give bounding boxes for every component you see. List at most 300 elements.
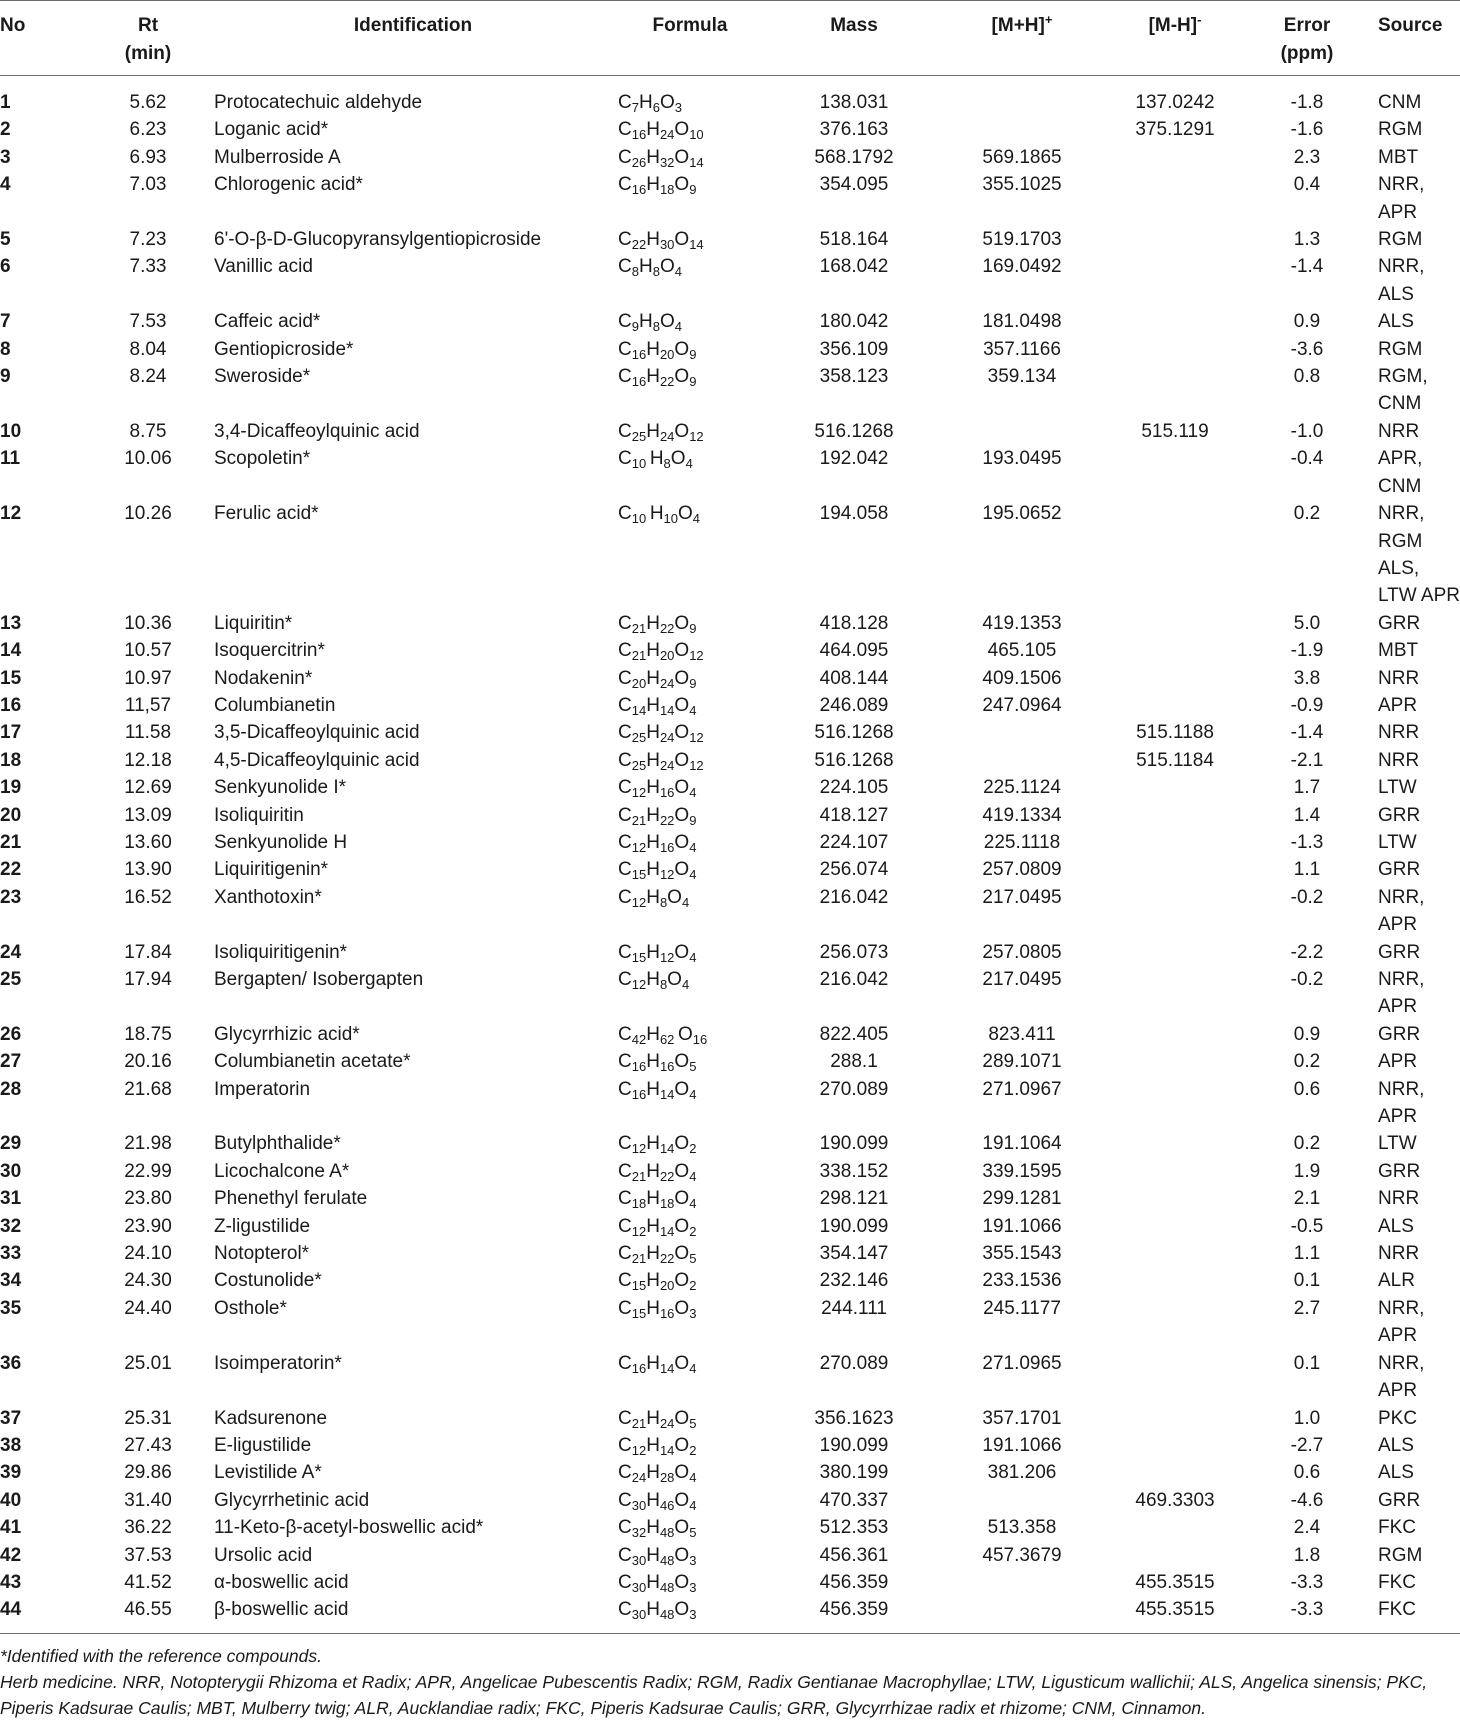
cell-formula (616, 363, 764, 418)
table-row (0, 1459, 1460, 1486)
cell-m-plus-h: 569.1865 (982, 146, 1062, 168)
cell-identification: Kadsurenone (214, 1407, 328, 1429)
cell-error: -4.6 (1290, 1489, 1324, 1511)
cell-rt: 10.36 (124, 612, 172, 634)
formula-count: 3 (689, 1607, 697, 1623)
cell-m-plus-h: 409.1506 (982, 667, 1062, 689)
table-row (0, 802, 1460, 829)
formula-element: O (674, 1215, 690, 1237)
formula-element: C (618, 1462, 632, 1484)
formula-count: 2 (689, 1442, 697, 1458)
formula-count: 4 (689, 1086, 697, 1102)
formula-count: 26 (631, 154, 647, 170)
cell-rt: 10.97 (124, 667, 172, 689)
cell-rt: 29.86 (124, 1462, 172, 1484)
header-mass (764, 1, 944, 76)
formula-element: H (646, 1133, 660, 1155)
formula-count: 20 (659, 648, 675, 664)
formula-count: 16 (659, 1305, 675, 1321)
formula-count: 24 (659, 1415, 675, 1431)
formula-element: O (674, 1517, 690, 1539)
table-row (0, 226, 1460, 253)
table-row (0, 1596, 1460, 1632)
formula-count: 8 (659, 894, 668, 910)
cell-no: 7 (0, 311, 11, 333)
formula-element: C (618, 311, 632, 333)
cell-rt: 8.75 (129, 420, 167, 442)
cell-source: LTW (1378, 831, 1417, 853)
cell-m-minus-h (1100, 308, 1250, 335)
formula-element: C (618, 777, 632, 799)
cell-formula (616, 939, 764, 966)
cell-no: 20 (0, 804, 22, 826)
cell-mass: 216.042 (819, 886, 889, 908)
table-row (0, 1240, 1460, 1267)
formula-count: 12 (631, 977, 647, 992)
cell-m-plus-h (944, 747, 1100, 774)
cell-formula (616, 116, 764, 143)
cell-source: GRR (1378, 804, 1421, 826)
formula-count: 22 (659, 1168, 675, 1184)
cell-identification: Sweroside* (214, 366, 311, 388)
cell-error: 1.1 (1293, 859, 1321, 881)
cell-identification: 3,5-Dicaffeoylquinic acid (214, 722, 420, 744)
header-formula (616, 1, 764, 76)
cell-source: PKC (1378, 1407, 1418, 1429)
table-header (0, 1, 1460, 76)
cell-m-minus-h (1100, 966, 1250, 1021)
formula-element: C (618, 612, 632, 634)
cell-m-minus-h (1100, 1542, 1250, 1569)
cell-rt: 24.40 (124, 1297, 172, 1319)
cell-rt: 13.60 (124, 831, 172, 853)
cell-m-plus-h (944, 76, 1100, 117)
formula-element: C (618, 831, 632, 853)
cell-m-minus-h (1100, 1048, 1250, 1075)
formula-element: C (618, 146, 632, 168)
formula-count: 14 (631, 702, 647, 718)
formula-count: 6 (652, 100, 660, 115)
table-row (0, 1295, 1460, 1350)
table-row (0, 1542, 1460, 1569)
cell-m-plus-h: 217.0495 (982, 969, 1062, 990)
cell-m-plus-h (944, 1569, 1100, 1596)
cell-m-plus-h: 191.1066 (982, 1434, 1062, 1456)
cell-m-minus-h (1100, 1405, 1250, 1432)
formula-element: H (646, 1188, 660, 1210)
cell-m-minus-h (1100, 336, 1250, 363)
cell-no: 36 (0, 1352, 22, 1374)
formula-element: C (618, 1407, 632, 1429)
formula-element: O (674, 420, 690, 442)
cell-formula (616, 171, 764, 226)
cell-formula (616, 1514, 764, 1541)
cell-no: 4 (0, 174, 11, 196)
formula-count: 18 (659, 1196, 675, 1212)
cell-no: 24 (0, 941, 22, 963)
cell-m-plus-h: 193.0495 (982, 448, 1062, 470)
table-row (0, 719, 1460, 746)
cell-formula (616, 856, 764, 883)
formula-element: H (646, 804, 660, 826)
cell-m-plus-h: 271.0965 (982, 1352, 1062, 1374)
cell-source: ALS (1378, 311, 1414, 333)
formula-count: 22 (631, 237, 647, 253)
cell-source: NRR, APR (1378, 1352, 1425, 1402)
cell-m-minus-h (1100, 1514, 1250, 1541)
cell-source: APR (1378, 1051, 1418, 1073)
cell-error: -0.2 (1290, 886, 1324, 908)
formula-count: 24 (659, 730, 675, 746)
table-row (0, 884, 1460, 939)
cell-m-minus-h: 515.119 (1141, 420, 1209, 442)
cell-formula (616, 1240, 764, 1267)
cell-m-minus-h: 137.0242 (1135, 92, 1215, 113)
header-no (0, 1, 86, 76)
formula-count: 4 (689, 1470, 697, 1486)
formula-element: H (646, 229, 660, 251)
cell-error: 5.0 (1293, 612, 1321, 634)
cell-formula (616, 1267, 764, 1294)
cell-identification: Isoimperatorin* (214, 1352, 342, 1374)
formula-element: O (674, 1243, 690, 1265)
cell-rt: 7.03 (129, 174, 167, 196)
cell-mass: 338.152 (819, 1160, 889, 1182)
cell-mass: 516.1268 (814, 749, 894, 771)
cell-identification: Chlorogenic acid* (214, 174, 363, 196)
cell-formula (616, 719, 764, 746)
cell-no: 30 (0, 1160, 22, 1182)
formula-count: 14 (659, 1086, 675, 1102)
formula-element: C (618, 1270, 632, 1292)
formula-element: O (674, 1571, 690, 1593)
cell-source: GRR (1378, 941, 1421, 963)
table-row (0, 966, 1460, 1021)
formula-element: O (674, 1270, 690, 1292)
table-row (0, 171, 1460, 226)
cell-no: 39 (0, 1462, 22, 1484)
cell-mass: 356.1623 (814, 1407, 894, 1429)
formula-element: H (646, 1544, 660, 1566)
formula-count: 16 (692, 1031, 708, 1047)
cell-identification: Xanthotoxin* (214, 886, 322, 908)
cell-error: 0.1 (1293, 1270, 1321, 1292)
header-error-unit: (ppm) (1280, 43, 1334, 64)
cell-error: 3.8 (1293, 667, 1321, 689)
formula-count: 25 (631, 428, 647, 444)
formula-count: 18 (631, 1196, 647, 1212)
table-row (0, 1432, 1460, 1459)
formula-element: O (674, 1489, 690, 1511)
formula-element: C (618, 366, 632, 388)
formula-count: 4 (689, 785, 697, 801)
formula-count: 16 (631, 374, 647, 390)
cell-formula (616, 692, 764, 719)
formula-element: O (674, 1051, 690, 1073)
formula-count: 24 (659, 428, 675, 444)
cell-m-minus-h (1100, 1158, 1250, 1185)
cell-m-minus-h (1100, 692, 1250, 719)
formula-count: 12 (631, 839, 647, 855)
cell-m-plus-h: 247.0964 (982, 694, 1062, 716)
formula-element: C (618, 886, 632, 908)
table-row (0, 445, 1460, 500)
formula-element: H (646, 969, 660, 990)
cell-identification: Liquiritigenin* (214, 859, 329, 881)
table-row (0, 336, 1460, 363)
cell-identification: Osthole* (214, 1297, 287, 1319)
cell-source: GRR (1378, 859, 1421, 881)
formula-count: 16 (631, 1059, 647, 1075)
cell-no: 44 (0, 1599, 22, 1621)
formula-count: 12 (689, 730, 704, 746)
cell-formula (616, 1213, 764, 1240)
cell-error: 2.4 (1293, 1517, 1321, 1539)
formula-count: 4 (689, 702, 697, 718)
cell-identification: E-ligustilide (214, 1434, 312, 1456)
cell-m-minus-h (1100, 774, 1250, 801)
cell-error: -0.4 (1290, 448, 1324, 470)
cell-m-plus-h: 271.0967 (982, 1078, 1062, 1100)
cell-m-plus-h: 191.1064 (982, 1133, 1062, 1155)
cell-rt: 8.24 (129, 366, 167, 388)
cell-formula (616, 637, 764, 664)
cell-formula (616, 226, 764, 253)
cell-error: -3.6 (1290, 338, 1324, 360)
formula-element: H (649, 503, 664, 525)
formula-count: 18 (659, 182, 675, 198)
cell-error: 0.9 (1293, 1023, 1321, 1045)
cell-mass: 190.099 (819, 1434, 889, 1456)
cell-source: LTW (1378, 777, 1417, 799)
cell-source: FKC (1378, 1571, 1416, 1593)
cell-rt: 31.40 (124, 1489, 172, 1511)
header-mass-label: Mass (830, 15, 878, 36)
cell-mass: 470.337 (819, 1489, 889, 1511)
formula-count: 25 (631, 730, 647, 746)
cell-rt: 7.23 (129, 229, 167, 251)
formula-element: C (618, 92, 632, 113)
formula-count: 8 (652, 264, 660, 280)
formula-count: 3 (689, 1579, 697, 1595)
cell-rt: 13.90 (124, 859, 172, 881)
formula-element: O (674, 694, 690, 716)
cell-formula (616, 445, 764, 500)
cell-mass: 456.361 (819, 1544, 889, 1566)
cell-formula (616, 610, 764, 637)
formula-count: 8 (663, 456, 671, 472)
formula-count: 21 (631, 620, 647, 636)
header-m-plus-h (944, 1, 1100, 76)
cell-error: -0.5 (1290, 1215, 1324, 1237)
formula-element: H (646, 694, 660, 716)
formula-element: O (674, 859, 690, 881)
table-row (0, 1158, 1460, 1185)
header-m-minus-h (1100, 1, 1250, 76)
formula-element: C (618, 1489, 632, 1511)
cell-error: -1.0 (1290, 420, 1324, 442)
formula-count: 62 (659, 1031, 679, 1047)
formula-count: 4 (681, 977, 690, 992)
formula-count: 42 (631, 1031, 647, 1047)
cell-source: CNM (1378, 92, 1422, 113)
cell-formula (616, 500, 764, 610)
formula-element: C (618, 1599, 632, 1621)
cell-identification: Loganic acid* (214, 119, 329, 141)
formula-element: C (618, 667, 632, 689)
cell-identification: Costunolide* (214, 1270, 322, 1292)
table-row (0, 1569, 1460, 1596)
cell-formula (616, 144, 764, 171)
header-formula-label: Formula (652, 15, 728, 36)
cell-source: NRR, ALS (1378, 256, 1425, 305)
cell-mass: 180.042 (819, 311, 889, 333)
cell-mass: 568.1792 (814, 146, 894, 168)
cell-formula (616, 774, 764, 801)
formula-element: C (618, 1571, 632, 1593)
cell-mass: 356.109 (819, 338, 889, 360)
cell-mass: 456.359 (819, 1599, 889, 1621)
formula-count: 9 (689, 812, 697, 828)
cell-formula (616, 308, 764, 335)
formula-count: 5 (689, 1251, 697, 1267)
cell-formula (616, 1130, 764, 1157)
cell-source: NRR, APR (1378, 969, 1425, 1018)
formula-element: H (646, 338, 660, 360)
formula-count: 16 (631, 127, 647, 143)
cell-identification: 4,5-Dicaffeoylquinic acid (214, 749, 420, 771)
formula-element: C (618, 338, 632, 360)
cell-rt: 7.53 (129, 311, 167, 333)
formula-element: H (646, 1270, 660, 1292)
cell-formula (616, 1350, 764, 1405)
formula-element: H (646, 640, 660, 662)
cell-source: NRR, APR (1378, 886, 1425, 936)
table-row (0, 665, 1460, 692)
cell-source: FKC (1378, 1517, 1416, 1539)
cell-rt: 41.52 (124, 1571, 172, 1593)
formula-element: O (659, 256, 675, 278)
cell-source: NRR, APR (1378, 1297, 1425, 1347)
cell-source: NRR, APR (1378, 174, 1425, 223)
cell-m-minus-h: 455.3515 (1135, 1599, 1215, 1621)
cell-m-plus-h: 339.1595 (982, 1160, 1062, 1182)
cell-identification: Glycyrrhizic acid* (214, 1023, 360, 1045)
formula-element: O (674, 1434, 690, 1456)
cell-no: 15 (0, 667, 22, 689)
cell-m-minus-h (1100, 144, 1250, 171)
table-row (0, 116, 1460, 143)
formula-count: 16 (659, 785, 675, 801)
formula-count: 16 (659, 839, 675, 855)
cell-rt: 6.93 (129, 146, 167, 168)
cell-identification: Licochalcone A* (214, 1160, 350, 1182)
formula-element: O (674, 612, 690, 634)
table-row (0, 747, 1460, 774)
cell-identification: Glycyrrhetinic acid (214, 1489, 370, 1511)
table-row (0, 500, 1460, 610)
cell-m-plus-h: 823.411 (988, 1023, 1056, 1045)
cell-no: 25 (0, 969, 22, 990)
formula-element: C (618, 1243, 632, 1265)
cell-source: ALS (1378, 1434, 1414, 1456)
cell-rt: 7.33 (129, 256, 167, 278)
cell-no: 3 (0, 146, 11, 168)
cell-rt: 5.62 (129, 92, 167, 113)
formula-element: O (674, 941, 690, 963)
cell-m-minus-h: 515.1184 (1136, 749, 1214, 771)
formula-count: 3 (674, 100, 682, 115)
cell-error: -3.3 (1290, 1571, 1324, 1593)
cell-mass: 194.058 (819, 503, 889, 525)
table-row (0, 1213, 1460, 1240)
formula-count: 4 (689, 1168, 697, 1184)
cell-mass: 456.359 (819, 1571, 889, 1593)
formula-count: 21 (631, 1415, 647, 1431)
formula-element: C (618, 256, 632, 278)
formula-count: 24 (631, 1470, 647, 1486)
formula-count: 20 (659, 346, 675, 362)
cell-rt: 27.43 (124, 1434, 172, 1456)
cell-rt: 13.09 (124, 804, 172, 826)
cell-rt: 37.53 (124, 1544, 172, 1566)
cell-rt: 21.98 (124, 1133, 172, 1155)
cell-m-minus-h (1100, 1240, 1250, 1267)
table-row (0, 363, 1460, 418)
formula-count: 22 (659, 374, 675, 390)
formula-count: 14 (659, 1223, 675, 1239)
cell-no: 43 (0, 1571, 22, 1593)
formula-count: 4 (689, 949, 697, 965)
cell-error: 2.1 (1293, 1188, 1321, 1210)
header-identification (210, 1, 616, 76)
cell-error: 0.4 (1293, 174, 1321, 196)
formula-element: C (618, 1352, 632, 1374)
cell-error: 1.3 (1293, 229, 1321, 251)
cell-rt: 22.99 (124, 1160, 172, 1182)
cell-error: -0.2 (1290, 969, 1324, 990)
cell-identification: 11-Keto-β-acetyl-boswellic acid* (214, 1517, 484, 1539)
cell-error: 1.8 (1293, 1544, 1321, 1566)
table-row (0, 939, 1460, 966)
formula-element: H (646, 777, 660, 799)
cell-mass: 516.1268 (814, 722, 894, 744)
formula-count: 8 (659, 977, 668, 992)
formula-count: 10 (631, 456, 650, 472)
cell-rt: 23.80 (124, 1188, 172, 1210)
formula-element: C (618, 119, 632, 141)
cell-source: RGM (1378, 229, 1423, 251)
cell-source: GRR (1378, 612, 1421, 634)
table-footnotes (0, 1633, 1460, 1721)
cell-m-plus-h: 355.1543 (982, 1243, 1062, 1265)
cell-m-minus-h (1100, 1213, 1250, 1240)
header-m-plus-h-label: [M+H] (991, 15, 1045, 36)
cell-mass: 408.144 (819, 667, 889, 689)
cell-m-minus-h (1100, 1076, 1250, 1131)
cell-formula (616, 418, 764, 445)
cell-mass: 518.164 (819, 229, 889, 251)
cell-rt: 20.16 (124, 1051, 172, 1073)
cell-no: 10 (0, 420, 22, 442)
cell-source: NRR, RGM ALS, LTW APR (1378, 503, 1460, 607)
cell-mass: 270.089 (819, 1078, 889, 1100)
cell-m-plus-h: 465.105 (987, 640, 1057, 662)
formula-element: C (618, 859, 632, 881)
cell-error: 0.8 (1293, 366, 1321, 388)
formula-count: 12 (631, 1141, 647, 1157)
cell-rt: 23.90 (124, 1215, 172, 1237)
